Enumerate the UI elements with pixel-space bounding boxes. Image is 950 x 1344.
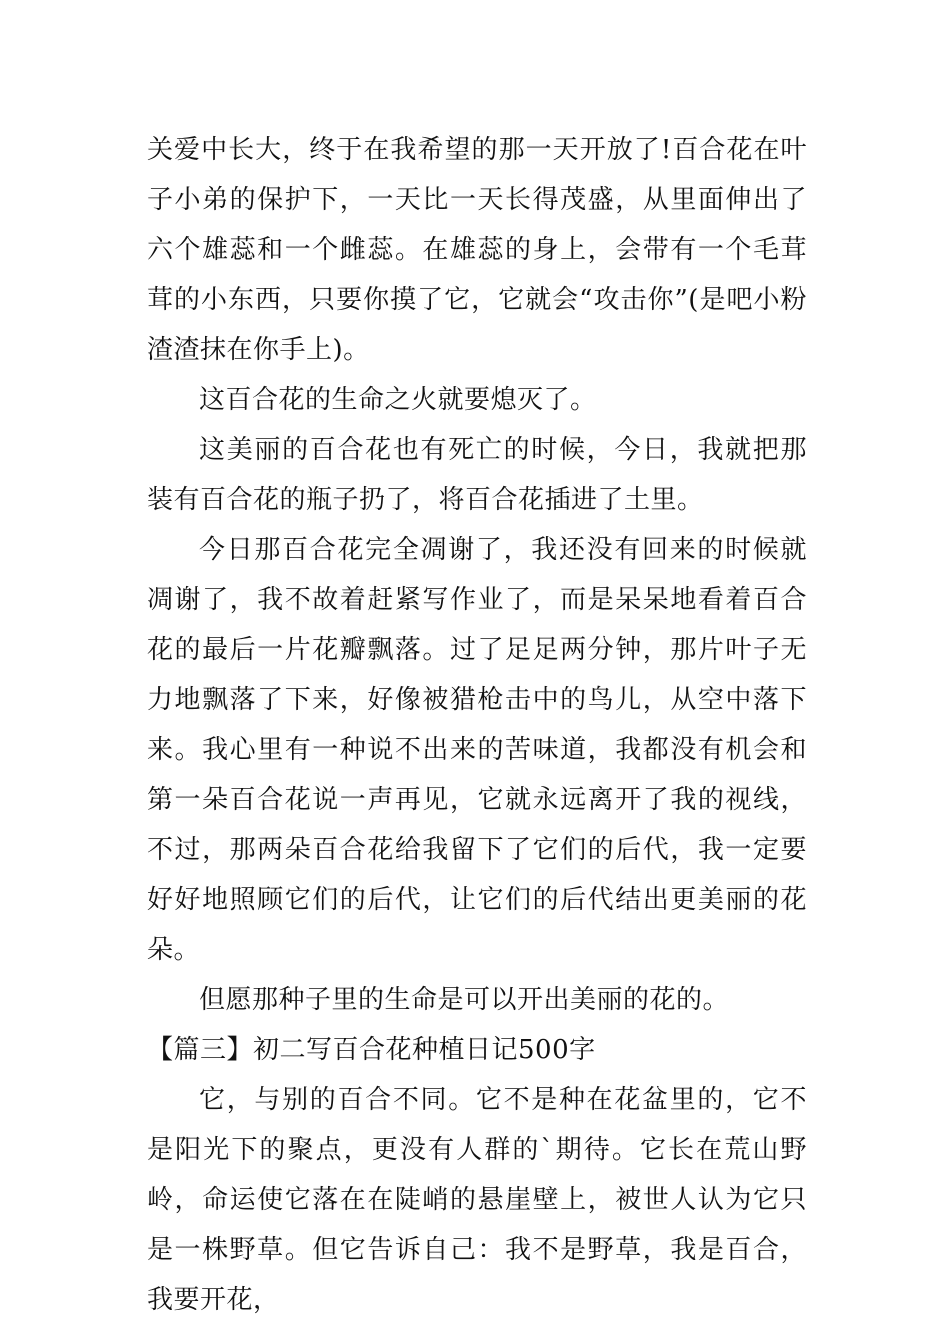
section-heading: 【篇三】初二写百合花种植日记500字 <box>147 1035 596 1065</box>
paragraph-continued: 关爱中长大，终于在我希望的那一天开放了!百合花在叶子小弟的保护下，一天比一天长得茂盛，从里面伸出了六个雄蕊和一个雌蕊。在雄蕊的身上，会带有一个毛茸茸的小东西，只要你摸了它，它就会“攻击你”(是吧小粉渣渣抹在你手上)。 <box>147 135 807 365</box>
paragraph: 它，与别的百合不同。它不是种在花盆里的，它不是阳光下的聚点，更没有人群的`期待。它长在荒山野岭，命运使它落在在陡峭的悬崖壁上，被世人认为它只是一株野草。但它告诉自己：我不是野草，我是百合，我要开花， <box>147 1085 807 1315</box>
document-body <box>147 125 807 1325</box>
paragraph: 这美丽的百合花也有死亡的时候，今日，我就把那装有百合花的瓶子扔了，将百合花插进了土里。 <box>147 435 807 515</box>
paragraph: 这百合花的生命之火就要熄灭了。 <box>199 385 597 415</box>
paragraph: 今日那百合花完全凋谢了，我还没有回来的时候就凋谢了，我不故着赶紧写作业了，而是呆呆地看着百合花的最后一片花瓣飘落。过了足足两分钟，那片叶子无力地飘落了下来，好像被猎枪击中的鸟儿，从空中落下来。我心里有一种说不出来的苦味道，我都没有机会和第一朵百合花说一声再见，它就永远离开了我的视线，不过，那两朵百合花给我留下了它们的后代，我一定要好好地照顾它们的后代，让它们的后代结出更美丽的花朵。 <box>147 535 807 965</box>
paragraph: 但愿那种子里的生命是可以开出美丽的花的。 <box>199 985 730 1015</box>
